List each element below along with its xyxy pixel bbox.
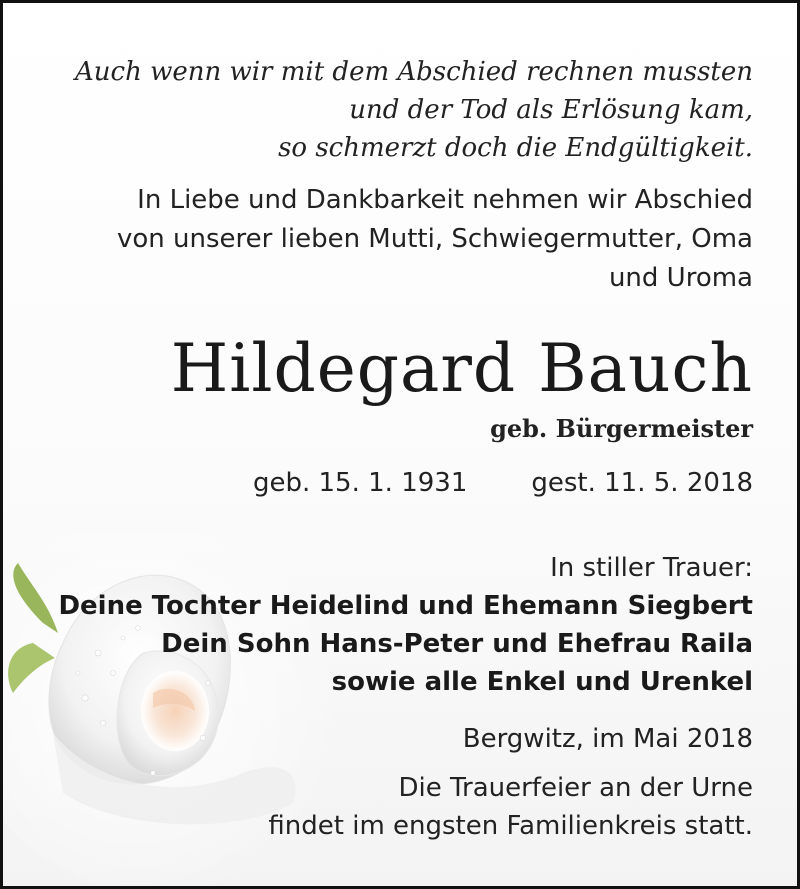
mourners-heading: In stiller Trauer:	[550, 553, 753, 583]
place-date: Bergwitz, im Mai 2018	[462, 724, 753, 754]
motto-line: Auch wenn wir mit dem Abschied rechnen mussten	[75, 57, 753, 87]
maiden-name: geb. Bürgermeister	[490, 414, 753, 443]
death-date: gest. 11. 5. 2018	[531, 468, 753, 498]
motto-line: so schmerzt doch die Endgültigkeit.	[278, 133, 753, 163]
intro-line: In Liebe und Dankbarkeit nehmen wir Abschied	[137, 185, 753, 215]
funeral-line: findet im engsten Familienkreis statt.	[268, 811, 753, 841]
birth-date: geb. 15. 1. 1931	[252, 468, 468, 498]
intro-text	[117, 181, 753, 298]
funeral-line: Die Trauerfeier an der Urne	[398, 773, 753, 803]
mourner-line: sowie alle Enkel und Urenkel	[331, 667, 753, 697]
mourners-block	[58, 549, 753, 701]
motto-line: und der Tod als Erlösung kam,	[349, 95, 753, 125]
intro-line: von unserer lieben Mutti, Schwiegermutter, Oma	[117, 224, 753, 254]
intro-line: und Uroma	[608, 263, 753, 293]
funeral-note	[268, 769, 753, 845]
mourner-line: Deine Tochter Heidelind und Ehemann Siegbert	[58, 591, 753, 621]
deceased-name: Hildegard Bauch	[170, 330, 753, 407]
mourner-line: Dein Sohn Hans-Peter und Ehefrau Raila	[161, 629, 753, 659]
motto	[75, 53, 753, 167]
life-dates	[253, 463, 753, 503]
